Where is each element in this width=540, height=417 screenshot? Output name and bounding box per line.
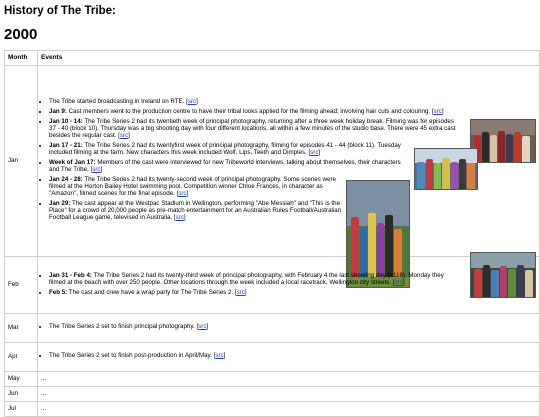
event-date: Jan 17 - 21: xyxy=(49,141,83,149)
source-link[interactable]: src xyxy=(215,352,224,360)
event-text: The Tribe Series 2 had its twenty-second week of principal photography. Some scenes were filmed at the Horton Bailey Hotel swimming pool. Competition winner Chloe Frances, in character as "Amazon", filmed scenes for the final episode. xyxy=(49,175,336,197)
source-link[interactable]: src xyxy=(187,98,197,106)
event-date: Week of Jan 17: xyxy=(49,158,96,166)
event-item: • Jan 9: Cast members went to the production centre to have their tribal looks applied for the filming ahead; involving hair cuts and colouring. [src] xyxy=(49,108,532,115)
timeline-table xyxy=(4,50,540,417)
events-cell xyxy=(38,257,540,314)
events-column-header: Events xyxy=(38,51,540,66)
event-item: • The Tribe started broadcasting in Ireland on RTE. [src] xyxy=(49,98,532,105)
table-header-row xyxy=(5,51,540,66)
month-cell: Feb xyxy=(5,257,38,314)
year-heading: 2000 xyxy=(4,26,38,43)
event-item: • Jan 24 - 28: The Tribe Series 2 had its twenty-second week of principal photography. Some scenes were filmed at the Horton Bailey Hotel swimming pool. Competition winner Chloe Frances, in character as "Amazon", filmed scenes for the final episode. [src] xyxy=(49,176,342,198)
events-cell: ... xyxy=(38,372,540,387)
event-date: Jan 29: xyxy=(49,199,71,207)
month-cell: May xyxy=(5,372,38,387)
event-text: The Tribe Series 2 had its twentyfirst week of principal photography, filming for episodes 41 - 44 (block 11). Tuesday included filming at the farm. New characters this week included Wolf, Lips, Teeth and Dimples. xyxy=(49,141,401,156)
wrap-party-photo xyxy=(470,252,536,298)
table-row xyxy=(5,66,540,257)
event-text: The Tribe Series 2 set to finish post-production in April/May. xyxy=(49,352,212,360)
month-cell: Jan xyxy=(5,66,38,257)
table-row xyxy=(5,387,540,402)
month-cell: Jul xyxy=(5,402,38,417)
month-cell: Apr xyxy=(5,343,38,372)
source-link[interactable]: src xyxy=(394,278,403,286)
source-link[interactable]: src xyxy=(178,189,187,197)
event-text: Members of the cast were interviewed for new Tribeworld interviews, talking about themselves, their characters and The Tribe. xyxy=(49,158,401,173)
event-text: The Tribe Series 2 had its twentieth week of principal photography, returning after a three week holiday break. Filming was for episodes 37 - 40 (block 10). Thursday was a big shooting day with four different locations, all within a few minutes of the studio base. There were 45 extra cast besides the regular cast. xyxy=(49,117,456,140)
event-date: Jan 24 - 28: xyxy=(49,175,83,183)
event-item: • Jan 17 - 21: The Tribe Series 2 had its twentyfirst week of principal photography, filming for episodes 41 - 44 (block 11). Tuesday included filming at the farm. New characters this week included Wolf, Lips, Teeth and Dimples. [src] xyxy=(49,142,406,156)
event-text: The cast appear at the Westpac Stadium in Wellington, performing "Abe Messiah" and "This is the Place" for a crowd of 20,000 people as pre-match entertainment for an Australian Rules Football/Australian Football League game, televised in Australia. xyxy=(49,199,342,222)
events-cell: ... xyxy=(38,402,540,417)
event-item: • Feb 5: The cast and crew have a wrap party for The Tribe Series 2. [src] xyxy=(49,289,460,296)
page-title: History of The Tribe: xyxy=(4,5,116,17)
table-row xyxy=(5,402,540,417)
event-text: The cast and crew have a wrap party for The Tribe Series 2. xyxy=(68,288,234,296)
event-item: • Week of Jan 17: Members of the cast were interviewed for new Tribeworld interviews, talking about themselves, their characters and The Tribe. [src] xyxy=(49,159,406,173)
cast-group-photo xyxy=(470,119,536,163)
events-cell xyxy=(38,343,540,372)
month-cell: Jun xyxy=(5,387,38,402)
event-item: • Jan 10 - 14: The Tribe Series 2 had its twentieth week of principal photography, returning after a three week holiday break. Filming was for episodes 37 - 40 (block 10). Thursday was a big shooting day with four different locations, all within a few minutes of the studio base. There were 45 extra cast besides the regular cast. [src] xyxy=(49,118,460,140)
source-link[interactable]: src xyxy=(433,107,442,115)
tribe-costumes-photo xyxy=(414,148,478,190)
events-cell xyxy=(38,314,540,343)
table-row xyxy=(5,372,540,387)
event-date: Jan 9: xyxy=(49,107,67,115)
event-text: Cast members went to the production centre to have their tribal looks applied for the filming ahead; involving hair cuts and colouring. xyxy=(68,107,431,115)
source-link[interactable]: src xyxy=(119,132,129,140)
event-item: • Jan 29: The cast appear at the Westpac Stadium in Wellington, performing "Abe Messiah" and "This is the Place" for a crowd of 20,000 people as pre-match entertainment for an Australian Rules Football/Australian Football League game, televised in Australia. [src] xyxy=(49,200,342,222)
event-item: • The Tribe Series 2 set to finish principal photography. [src] xyxy=(49,323,536,330)
event-item: • The Tribe Series 2 set to finish post-production in April/May. [src] xyxy=(49,352,536,359)
event-text: The Tribe started broadcasting in Ireland on RTE. xyxy=(49,98,185,106)
table-row xyxy=(5,257,540,314)
event-text: The Tribe Series 2 had its twenty-third week of principal photography, with February 4 the last shooting day (#116). Monday they filmed at the beach with over 250 people. Other locations through the week included a local racetrack, Wellington city streets. xyxy=(49,271,444,286)
source-link[interactable]: src xyxy=(198,323,207,331)
events-cell: ... xyxy=(38,387,540,402)
table-row xyxy=(5,314,540,343)
month-column-header: Month xyxy=(5,51,38,66)
events-cell xyxy=(38,66,540,257)
source-link[interactable]: src xyxy=(310,148,319,156)
table-row xyxy=(5,343,540,372)
event-date: Feb 5: xyxy=(49,288,68,296)
month-cell: Mar xyxy=(5,314,38,343)
event-item: • Jan 31 - Feb 4: The Tribe Series 2 had its twenty-third week of principal photography, with February 4 the last shooting day (#116). Monday they filmed at the beach with over 250 people. Other locations through the week included a local racetrack, Wellington city streets. [src] xyxy=(49,272,460,286)
event-date: Jan 31 - Feb 4: xyxy=(49,271,92,279)
source-link[interactable]: src xyxy=(175,214,184,222)
event-text: The Tribe Series 2 set to finish principal photography. xyxy=(49,323,195,331)
source-link[interactable]: src xyxy=(92,165,101,173)
event-date: Jan 10 - 14: xyxy=(49,117,83,125)
source-link[interactable]: src xyxy=(236,288,245,296)
